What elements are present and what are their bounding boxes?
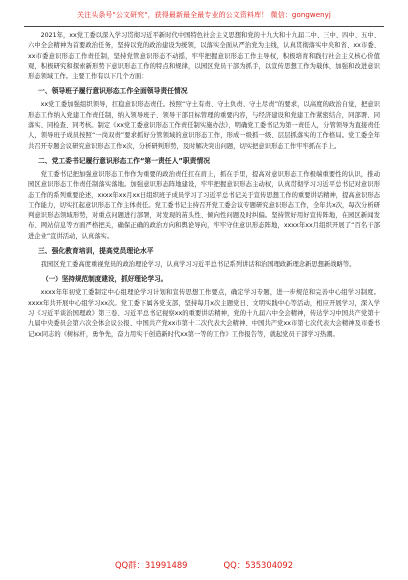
- subsection-1-paragraph: xxxx年年初党工委制定中心组理论学习计划和宣传思想工作要点，确定学习专题，进一步规范和完善中心组学习制度。xxxx年共开展中心组学习xx次。党工委下属各党支部，坚持每月x次主题党日、文明实践中心等活动，相应开展学习，深入学习《习近平谈治国理政》第三卷、习近平总书记视察xx的重要讲话精神，党的十九届六中全会精神，传达学习中国共产党第十九届中央委员会第六次全体会议公报、中国共产党xx市第十二次代表大会精神、中国共产党xx市第七次代表大会精神及市委书记xx同志的《树标杆，勇争先，奋力用实干创造新时代xx第一等的工作》工作报告等，就起党员干部学习热潮。: [28, 289, 380, 338]
- header-banner: 关注头条号"公文研究"，获得最新最全最专业的公文资料库！ 微信：gongwenyj: [77, 11, 331, 19]
- section-3-paragraph: 我园区党工委高度重视党员的政治理论学习，认真学习习近平总书记系列讲话和治国理政新理念新思想新战略等。: [40, 261, 356, 269]
- footer-qq-group: QQ群：31991489: [114, 560, 188, 570]
- section-heading-2: 二、党工委书记履行意识形态工作“第一责任人”职责情况: [38, 156, 211, 165]
- section-1-paragraph: xx党工委加强组织领导，扛稳意识形态责任。按照“守土有责、守土负责、守土尽责”的要求，以高度的政治自觉，把意识形态工作纳入党建工作责任制，纳入领导班子、领导干部目标管理的重要内容，与经济建设和党建工作紧密结合，同部署、同落实、同检查、同考核。制定《xx党工委意识形态工作责任制实施办法》，明确党工委书记为第一责任人，分管领导为直接责任人，领导班子成员按照“一岗双责”要求抓好分管领域的意识形态工作，形成一级抓一级、层层抓落实的工作格局。党工委全年共召开专题会议研究意识形态工作x次，分析研判形势，及时解决突出问题，切实把意识形态工作牢牢抓在手上。: [28, 101, 380, 150]
- header-divider: [24, 26, 384, 27]
- footer-qq: QQ：535304092: [223, 560, 294, 570]
- section-heading-1: 一、领导班子履行意识形态工作全面领导责任情况: [38, 87, 188, 96]
- subsection-heading-1: （一）坚持规范制度建设，抓好理论学习。: [42, 275, 168, 284]
- section-heading-3: 三、强化教育培训，提高党员理论水平: [38, 247, 154, 256]
- intro-paragraph: 2021年，xx党工委以深入学习贯彻习近平新时代中国特色社会主义思想和党的十九大和十九届二中、三中、四中、五中、六中全会精神为首要政治任务，坚持以党的政治建设为统领，以落实全面从严治党为主线，认真贯彻落实中央和省、xx市委、xx市委意识形态工作责任制，坚持党管意识形态不动摇，牢牢把握意识形态工作主导权，积极培育和践行社会主义核心价值观，积极研究和探索新形势下意识形态工作的特点和规律，以园区党员干部为抓手，以宣传思想工作为载体，加强和改进意识形态领域工作。主要工作有以下几个方面：: [28, 32, 380, 81]
- section-2-paragraph: 党工委书记把加强意识形态工作作为重要的政治责任扛在肩上，抓在手里，提高对意识形态工作极端重要性的认识，推动园区意识形态工作责任制落实落地。加强意识形态阵地建设，牢牢把握意识形态主动权，认真贯彻学习习近平总书记对意识形态工作的系列重要论述，xxxx年xx月xx日组织班子成员学习了习近平总书记关于宣传思想工作的重要讲话精神，提高意识形态工作能力，切实扛起意识形态工作主体责任。党工委书记主持召开党工委会议专题研究意识形态工作，全年共x次，每次分析研判意识形态领域形势，对重点问题进行部署，对发现的苗头性、倾向性问题及时纠偏。坚持管好用好宣传阵地，在园区新闻发布、网站信息等方面严格把关，确保正确的政治方向和舆论导向，牢牢守住意识形态阵地，xxxx年xx月组织开展了“百名干部进企业”宣讲活动，认真落实。: [28, 170, 380, 240]
- footer-contact: [0, 559, 408, 571]
- document-body: [28, 31, 380, 340]
